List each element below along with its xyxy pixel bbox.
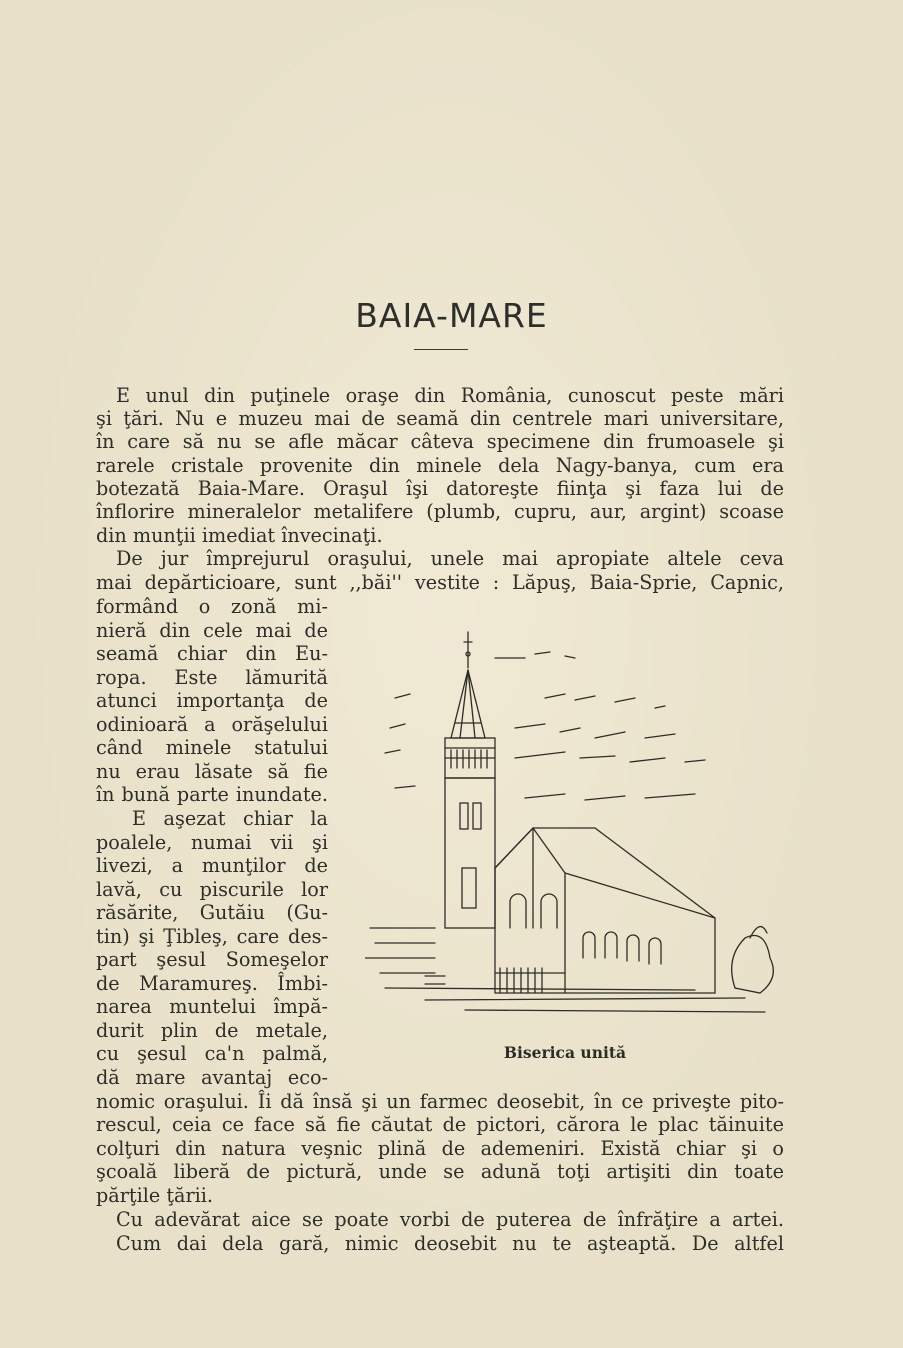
text-line: atunci importanţa de [96,689,328,712]
text-line: livezi, a munţilor de [96,854,328,877]
page-title: BAIA-MARE [355,296,548,335]
text-line: părţile ţării. [96,1184,214,1207]
text-line: narea muntelui împă- [96,995,328,1018]
text-line: nu erau lăsate să fie [96,760,328,783]
title-divider [414,349,468,350]
text-line: nomic oraşului. Îi dă însă şi un farmec deosebit, în ce priveşte pito- [96,1090,784,1113]
text-line: Cum dai dela gară, nimic deosebit nu te aşteaptă. De altfel [116,1232,784,1255]
text-line: dă mare avantaj eco- [96,1066,328,1089]
text-line: part şesul Someşelor [96,948,328,971]
church-illustration [365,628,785,1038]
text-line: şcoală liberă de pictură, unde se adună toţi artişiti din toate [96,1160,784,1183]
text-line: şi ţări. Nu e muzeu mai de seamă din centrele mari universitare, [96,407,784,430]
text-line: nieră din cele mai de [96,619,328,642]
text-line: De jur împrejurul oraşului, unele mai apropiate altele ceva [116,547,784,570]
text-line: odinioară a orăşelului [96,713,328,736]
text-line: răsărite, Gutăiu (Gu- [96,901,328,924]
text-line: E unul din puţinele oraşe din România, cunoscut peste mări [116,384,784,407]
text-line: formând o zonă mi- [96,595,328,618]
text-line: lavă, cu piscurile lor [96,878,328,901]
text-line: E aşezat chiar la [132,807,328,830]
text-line: mai depărticioare, sunt ,,băi'' vestite : Lăpuş, Baia-Sprie, Capnic, [96,571,784,594]
text-line: ropa. Este lămurită [96,666,328,689]
text-line: în care să nu se afle măcar câteva specimene din frumoasele şi [96,430,784,453]
text-line: colţuri din natura veşnic plină de ademeniri. Există chiar şi o [96,1137,784,1160]
text-line: durit plin de metale, [96,1019,328,1042]
text-line: rarele cristale provenite din minele dela Nagy-banya, cum era [96,454,784,477]
text-line: tin) şi Ţibleş, care des- [96,925,328,948]
text-line: în bună parte inundate. [96,783,328,806]
figure-caption: Biserica unită [503,1043,627,1062]
text-line: când minele statului [96,736,328,759]
text-line: de Maramureş. Îmbi- [96,972,328,995]
text-line: rescul, ceia ce face să fie căutat de pictori, cărora le plac tăinuite [96,1113,784,1136]
text-line: poalele, numai vii şi [96,831,328,854]
text-line: din munţii imediat învecinaţi. [96,524,383,547]
text-line: botezată Baia-Mare. Oraşul îşi datoreşte fiinţa şi faza lui de [96,477,784,500]
text-line: cu şesul ca'n palmă, [96,1042,328,1065]
text-line: seamă chiar din Eu- [96,642,328,665]
text-line: înflorire mineralelor metalifere (plumb, cupru, aur, argint) scoase [96,500,784,523]
text-line: Cu adevărat aice se poate vorbi de puterea de înfrăţire a artei. [116,1208,784,1231]
